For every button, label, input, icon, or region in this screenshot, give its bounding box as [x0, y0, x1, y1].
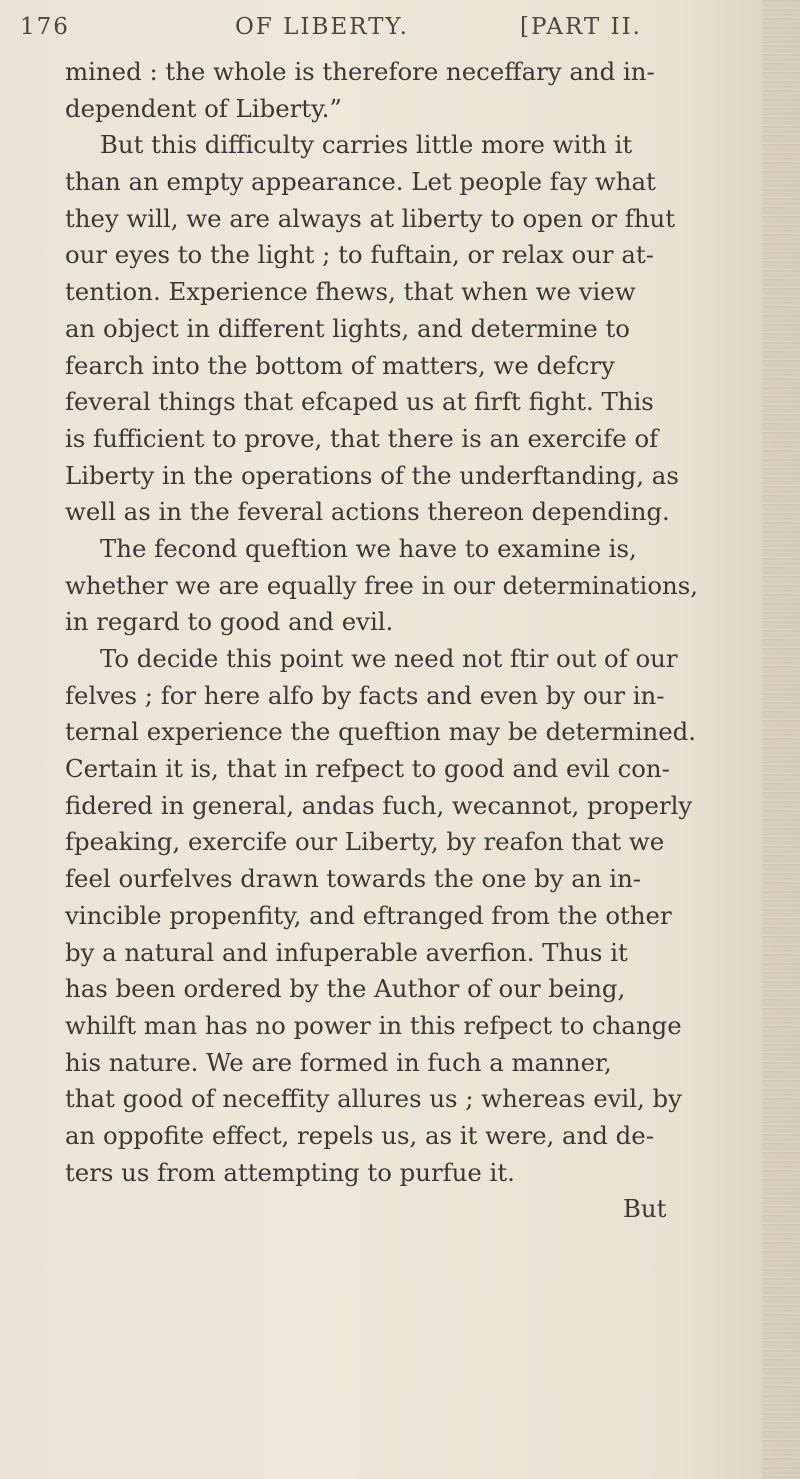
text-line: well as in the feveral actions thereon depending.	[65, 497, 670, 527]
text-line: whether we are equally free in our determinations,	[65, 570, 699, 600]
catchword: But	[623, 1194, 667, 1224]
text-line: ternal experience the queftion may be determined.	[65, 717, 697, 747]
text-line: whilft man has no power in this refpect to change	[65, 1010, 682, 1040]
text-line: tention. Experience fhews, that when we view	[65, 277, 636, 307]
text-line: has been ordered by the Author of our being,	[65, 974, 626, 1004]
text-line: dependent of Liberty.”	[65, 93, 342, 123]
text-line: that good of neceffity allures us ; whereas evil, by	[65, 1084, 682, 1114]
page-number: 176	[20, 14, 70, 40]
text-line: our eyes to the light ; to fuftain, or relax our at-	[65, 240, 654, 270]
text-line: To decide this point we need not ftir out of our	[100, 644, 678, 673]
body-text	[65, 54, 785, 1228]
text-line: is fufficient to prove, that there is an exercife of	[65, 423, 659, 453]
running-header	[20, 6, 720, 46]
text-line: an object in different lights, and determine to	[65, 313, 630, 343]
text-line: they will, we are always at liberty to open or fhut	[65, 203, 676, 233]
part-label: [PART II.	[520, 14, 642, 40]
text-line: But this difficulty carries little more with it	[100, 130, 633, 160]
text-line: an oppofite effect, repels us, as it were, and de-	[65, 1120, 654, 1150]
text-line: Liberty in the operations of the underftanding, as	[65, 460, 679, 490]
text-line: by a natural and infuperable averfion. Thus it	[65, 937, 628, 967]
text-line: Certain it is, that in refpect to good and evil con-	[65, 754, 670, 784]
text-line: than an empty appearance. Let people fay what	[65, 167, 656, 197]
text-line: feel ourfelves drawn towards the one by an in-	[65, 864, 642, 894]
text-line: felves ; for here alfo by facts and even by our in-	[65, 680, 665, 710]
text-line: fpeaking, exercife our Liberty, by reafon that we	[65, 827, 665, 857]
text-line: ters us from attempting to purfue it.	[65, 1157, 515, 1187]
text-line: The fecond queftion we have to examine is,	[100, 533, 637, 563]
text-line: mined : the whole is therefore neceffary and in-	[65, 57, 655, 86]
text-line: fidered in general, andas fuch, wecannot, properly	[65, 790, 693, 820]
text-line: feveral things that efcaped us at firft fight. This	[65, 387, 654, 417]
text-line: in regard to good and evil.	[65, 607, 394, 637]
text-line: vincible propenfity, and eftranged from the other	[65, 900, 672, 930]
text-line: his nature. We are formed in fuch a manner,	[65, 1047, 612, 1077]
text-line: fearch into the bottom of matters, we defcry	[65, 350, 615, 380]
running-title: OF LIBERTY.	[235, 14, 409, 40]
